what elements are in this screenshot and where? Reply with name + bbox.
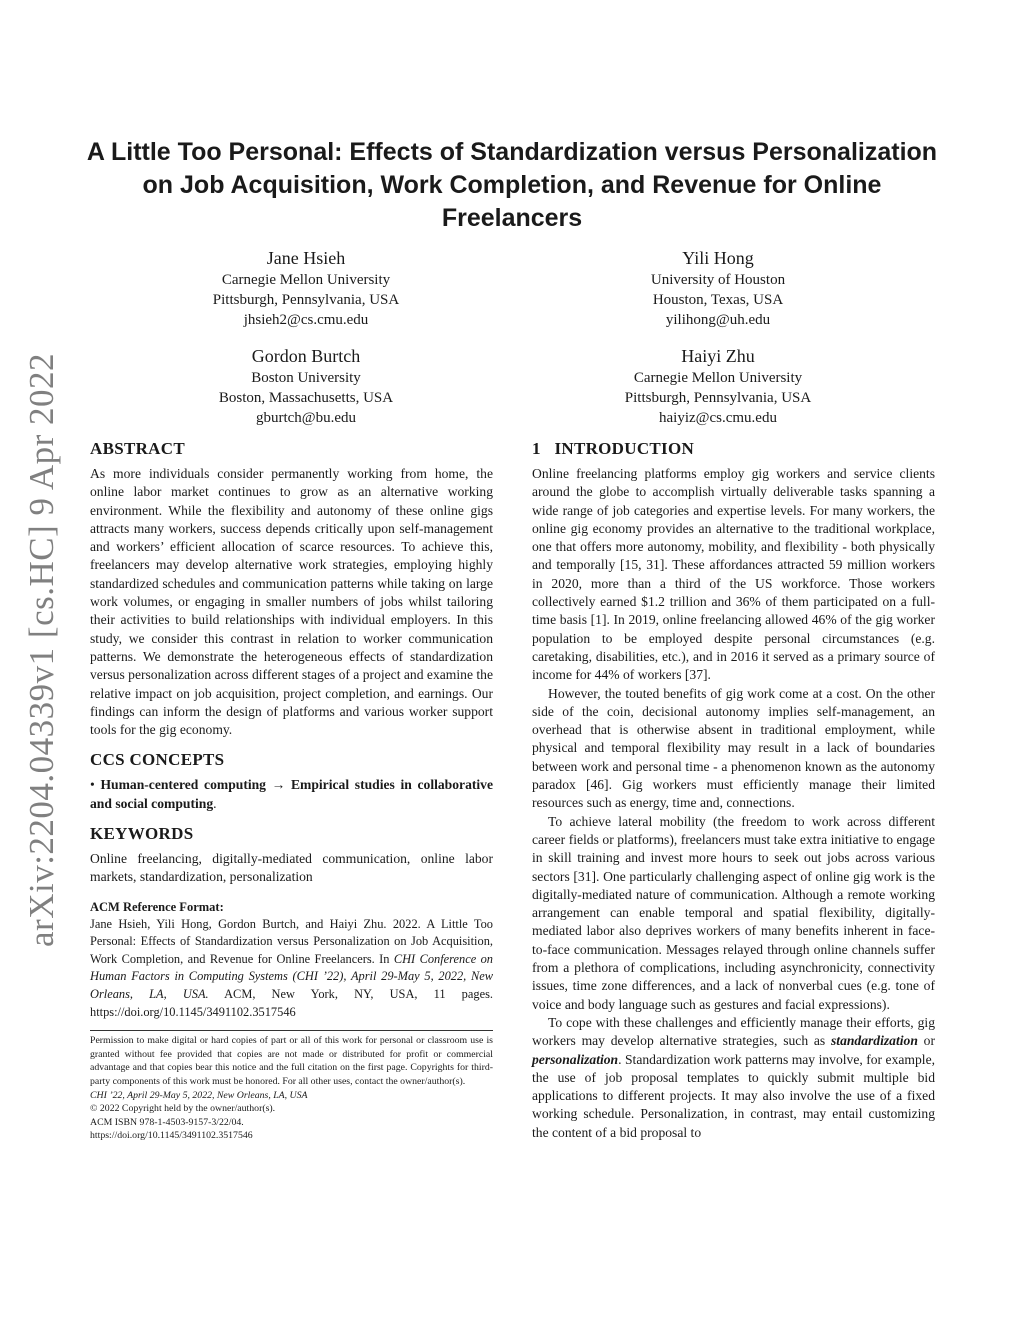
author-name: Gordon Burtch (251, 346, 361, 366)
footnote-divider (90, 1030, 493, 1031)
author-location: Pittsburgh, Pennsylvania, USA (624, 390, 812, 406)
author-email[interactable]: jhsieh2@cs.cmu.edu (243, 312, 369, 328)
author-name: Haiyi Zhu (681, 346, 755, 366)
author-affiliation: Boston University (251, 370, 361, 386)
acm-reference (90, 899, 493, 1022)
emphasis-standardization: standardization (831, 1033, 918, 1049)
isbn-line: ACM ISBN 978-1-4503-9157-3/22/04. (90, 1116, 244, 1128)
ccs-arrow: → (271, 777, 286, 793)
intro-paragraph: To achieve lateral mobility (the freedom to work across different career fields or platforms), freelancers must take extra initiative to engage in skill training and invest more hours to seek out jobs across various sectors [31]. One particularly challenging aspect of online gig work is the digitally-mediated nature of communication. Although a remote working arrangement can enable temporal and spatial flexibility, digitally-mediated labor also deprives workers of many benefits inherent in face-to-face communication. Messages relayed through online channels suffer from a plethora of complications, including asynchronicity, connectivity issues, time zone differences, and a lack of nonverbal cues (e.g. tone of voice and body language such as gestures and facial expressions). (532, 813, 935, 1012)
intro-paragraph: However, the touted benefits of gig work come at a cost. On the other side of the coin, decisional autonomy implies self-management, an overhead that is otherwise absent in traditional employment, while physical and temporal flexibility may result in a lack of boundaries between work and personal time - a phenomenon known as the autonomy paradox [46]. Gig workers must efficiently manage their limited resources such as energy, time and, connections. (532, 685, 935, 811)
permission-notice: Permission to make digital or hard copies of part or all of this work for personal or classroom use is granted without fee provided that copies are not made or distributed for profit or commercial advantage and that copies bear this notice and the full citation on the first page. Copyrights for third-party components of this work must be honored. For all other uses, contact the owner/author(s). (90, 1035, 493, 1087)
keywords-text: Online freelancing, digitally-mediated communication, online labor markets, standardization, personalization (90, 851, 493, 885)
abstract-heading: ABSTRACT (90, 439, 185, 458)
intro-paragraph: Online freelancing platforms employ gig workers and service clients around the globe to accomplish virtually deliverable tasks spanning a wide range of job categories and expertise levels. For many workers, the online gig economy provides an alternative to the traditional workplace, one that offers more autonomy, mobility, and flexibility - both physically and temporally [15, 31]. These affordances attracted 59 million workers in 2020, more than a third of the US workforce. Those workers collectively earned $1.2 trillion and 36% of them participated on a full-time basis [1]. In 2019, online freelancing allowed 46% of the gig worker population to be employed despite personal circumstances (e.g. caretaking, disabilities, etc.), and in 2016 it served as a primary source of income for 44% of workers [37]. (532, 466, 935, 683)
right-column (532, 438, 935, 1142)
author-location: Houston, Texas, USA (652, 292, 784, 308)
intro-paragraph (532, 1014, 935, 1142)
intro-text: . Standardization work patterns may involve, for example, the use of job proposal templates to quickly submit multiple bid applications to different projects. It may also involve the use of a fixed working schedule. Personalization, in contrast, may entail customizing the content of a bid proposal to (532, 1051, 935, 1140)
author-email[interactable]: haiyiz@cs.cmu.edu (659, 410, 777, 426)
author-affiliation: Carnegie Mellon University (633, 370, 803, 386)
paper-title: A Little Too Personal: Effects of Standardization versus Personalization on Job Acquisition, Work Completion, and Revenue for Online Freelancers (86, 138, 938, 232)
abstract-text: As more individuals consider permanently working from home, the online labor market continues to grow as an alternative working environment. While the flexibility and autonomy of these online gigs attracts many workers, success depends critically upon self-management and workers’ efficient allocation of scarce resources. To achieve this, freelancers may develop alternative work strategies, employing highly standardized schedules and communication patterns while taking on large work volumes, or engaging in smaller numbers of jobs whilst tailoring their activities to build relationships with individual employers. In this study, we consider this contrast in relation to worker communication patterns. We demonstrate the heterogeneous effects of standardization versus personalization across different stages of a project and examine the relative impact on job acquisition, project completion, and earnings. Our findings can inform the design of platforms and various worker support tools for the gig economy. (90, 466, 493, 738)
author-name: Yili Hong (682, 248, 754, 268)
author-name: Jane Hsieh (266, 248, 346, 268)
ccs-concepts (90, 776, 493, 813)
keywords-heading: KEYWORDS (90, 824, 194, 844)
intro-text: To cope with these challenges and efficiently manage their efforts, gig workers may develop alternative strategies, such as (532, 1014, 935, 1049)
emphasis-personalization: personalization (532, 1051, 619, 1067)
ccs-bullet: • (90, 777, 95, 793)
author-email[interactable]: yilihong@uh.edu (665, 312, 771, 328)
arxiv-identifier: arXiv:2204.04339v1 [cs.HC] 9 Apr 2022 (22, 352, 61, 947)
acm-reference-text (90, 916, 493, 1022)
introduction-heading: 1 INTRODUCTION (532, 439, 695, 458)
doi-link[interactable]: https://doi.org/10.1145/3491102.3517546 (90, 1130, 253, 1142)
author-block (558, 344, 878, 428)
acm-reference-doi: ACM, New York, NY, USA, 11 pages. https://doi.org/10.1145/3491102.3517546 (90, 987, 493, 1019)
acm-reference-venue: CHI Conference on Human Factors in Computing Systems (CHI ’22), April 29-May 5, 2022, New Orleans, LA, USA. (90, 951, 493, 1002)
acm-reference-heading: ACM Reference Format: (90, 899, 224, 914)
ccs-period: . (213, 795, 217, 811)
ccs-concept: Human-centered computing (100, 777, 266, 793)
author-block (146, 246, 466, 330)
author-block (558, 246, 878, 330)
author-location: Pittsburgh, Pennsylvania, USA (212, 292, 400, 308)
ccs-subconcept: Empirical studies in collaborative and social computing (90, 777, 494, 811)
author-email[interactable]: gburtch@bu.edu (255, 410, 357, 426)
author-affiliation: Carnegie Mellon University (221, 272, 391, 288)
copyright-line: © 2022 Copyright held by the owner/author(s). (90, 1103, 276, 1115)
footnote (90, 1034, 493, 1143)
intro-text: or (917, 1033, 935, 1049)
author-block (146, 344, 466, 428)
left-column (90, 438, 493, 1143)
acm-reference-authors: Jane Hsieh, Yili Hong, Gordon Burtch, and Haiyi Zhu. 2022. A Little Too Personal: Effects of Standardization versus Personalization on Job Acquisition, Work Completion, and Revenue for Online Freelancers. In (90, 916, 493, 966)
author-location: Boston, Massachusetts, USA (218, 390, 394, 406)
ccs-heading: CCS CONCEPTS (90, 750, 225, 770)
conference-line: CHI ’22, April 29-May 5, 2022, New Orleans, LA, USA (90, 1089, 308, 1101)
author-affiliation: University of Houston (650, 272, 786, 288)
